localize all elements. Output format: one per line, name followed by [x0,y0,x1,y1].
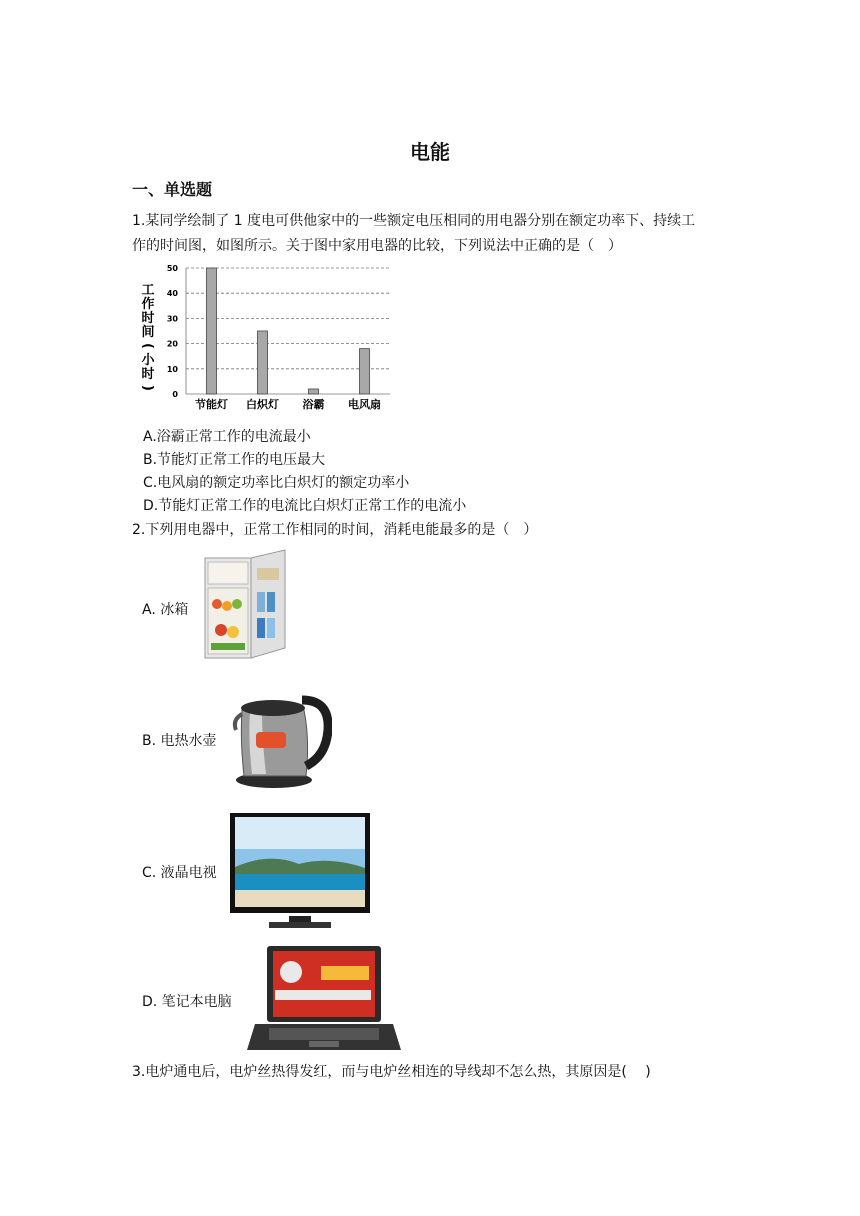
y-axis-label-char: 作 [141,297,155,312]
bar-2 [309,389,319,394]
chart-bars [207,268,370,394]
y-axis-label-char: ( [140,343,155,349]
page-title: 电能 [410,140,450,164]
y-tick-label: 50 [166,264,178,273]
y-tick-label: 30 [166,314,178,324]
y-axis-label-char: 工 [141,283,155,298]
lcd-tv-image [229,812,373,930]
x-category-label: 白炽灯 [246,398,279,411]
q2-option-b[interactable]: B. 电热水壶 [142,733,217,749]
bar-chart [138,258,398,418]
y-tick-label: 40 [166,289,178,299]
question-3: 3.电炉通电后，电炉丝热得发红，而与电炉丝相连的导线却不怎么热，其原因是( ) [132,1064,651,1080]
x-category-label: 电风扇 [348,398,381,411]
question-2: 2.下列用电器中，正常工作相同的时间，消耗电能最多的是（ ） [132,522,538,538]
bar-1 [258,331,268,394]
q1-option-b[interactable]: B.节能灯正常工作的电压最大 [143,452,326,468]
section-heading: 一、单选题 [132,180,213,199]
y-tick-label: 10 [166,364,178,374]
x-category-label: 浴霸 [302,398,325,411]
q1-option-d[interactable]: D.节能灯正常工作的电流比白炽灯正常工作的电流小 [143,498,467,514]
y-axis-label-char: 时 [141,367,155,382]
question-1-line-2: 作的时间图，如图所示。关于图中家用电器的比较，下列说法中正确的是（ ） [132,238,622,254]
y-axis-label-char: 小 [141,353,155,368]
laptop-image [245,944,403,1056]
q2-option-c[interactable]: C. 液晶电视 [142,865,217,881]
y-tick-label: 20 [166,339,178,349]
q2-option-d[interactable]: D. 笔记本电脑 [142,994,232,1010]
y-axis-label-char: 间 [141,325,155,340]
chart-y-label [140,283,155,391]
chart-y-ticks [167,264,179,399]
bar-3 [360,349,370,394]
x-category-label: 节能灯 [195,398,228,411]
bar-0 [207,268,217,394]
q2-option-a[interactable]: A. 冰箱 [142,602,189,618]
chart-x-categories [195,397,381,411]
q1-option-c[interactable]: C.电风扇的额定功率比白炽灯的额定功率小 [143,475,410,491]
y-axis-label-char: 时 [141,311,155,326]
question-1-line-1: 1.某同学绘制了 1 度电可供他家中的一些额定电压相同的用电器分别在额定功率下、持续工 [132,213,696,229]
refrigerator-image [203,548,287,662]
electric-kettle-image [232,680,332,790]
q1-option-a[interactable]: A.浴霸正常工作的电流最小 [143,429,311,445]
y-tick-label: 0 [172,390,178,399]
y-axis-label-char: ) [140,385,155,391]
